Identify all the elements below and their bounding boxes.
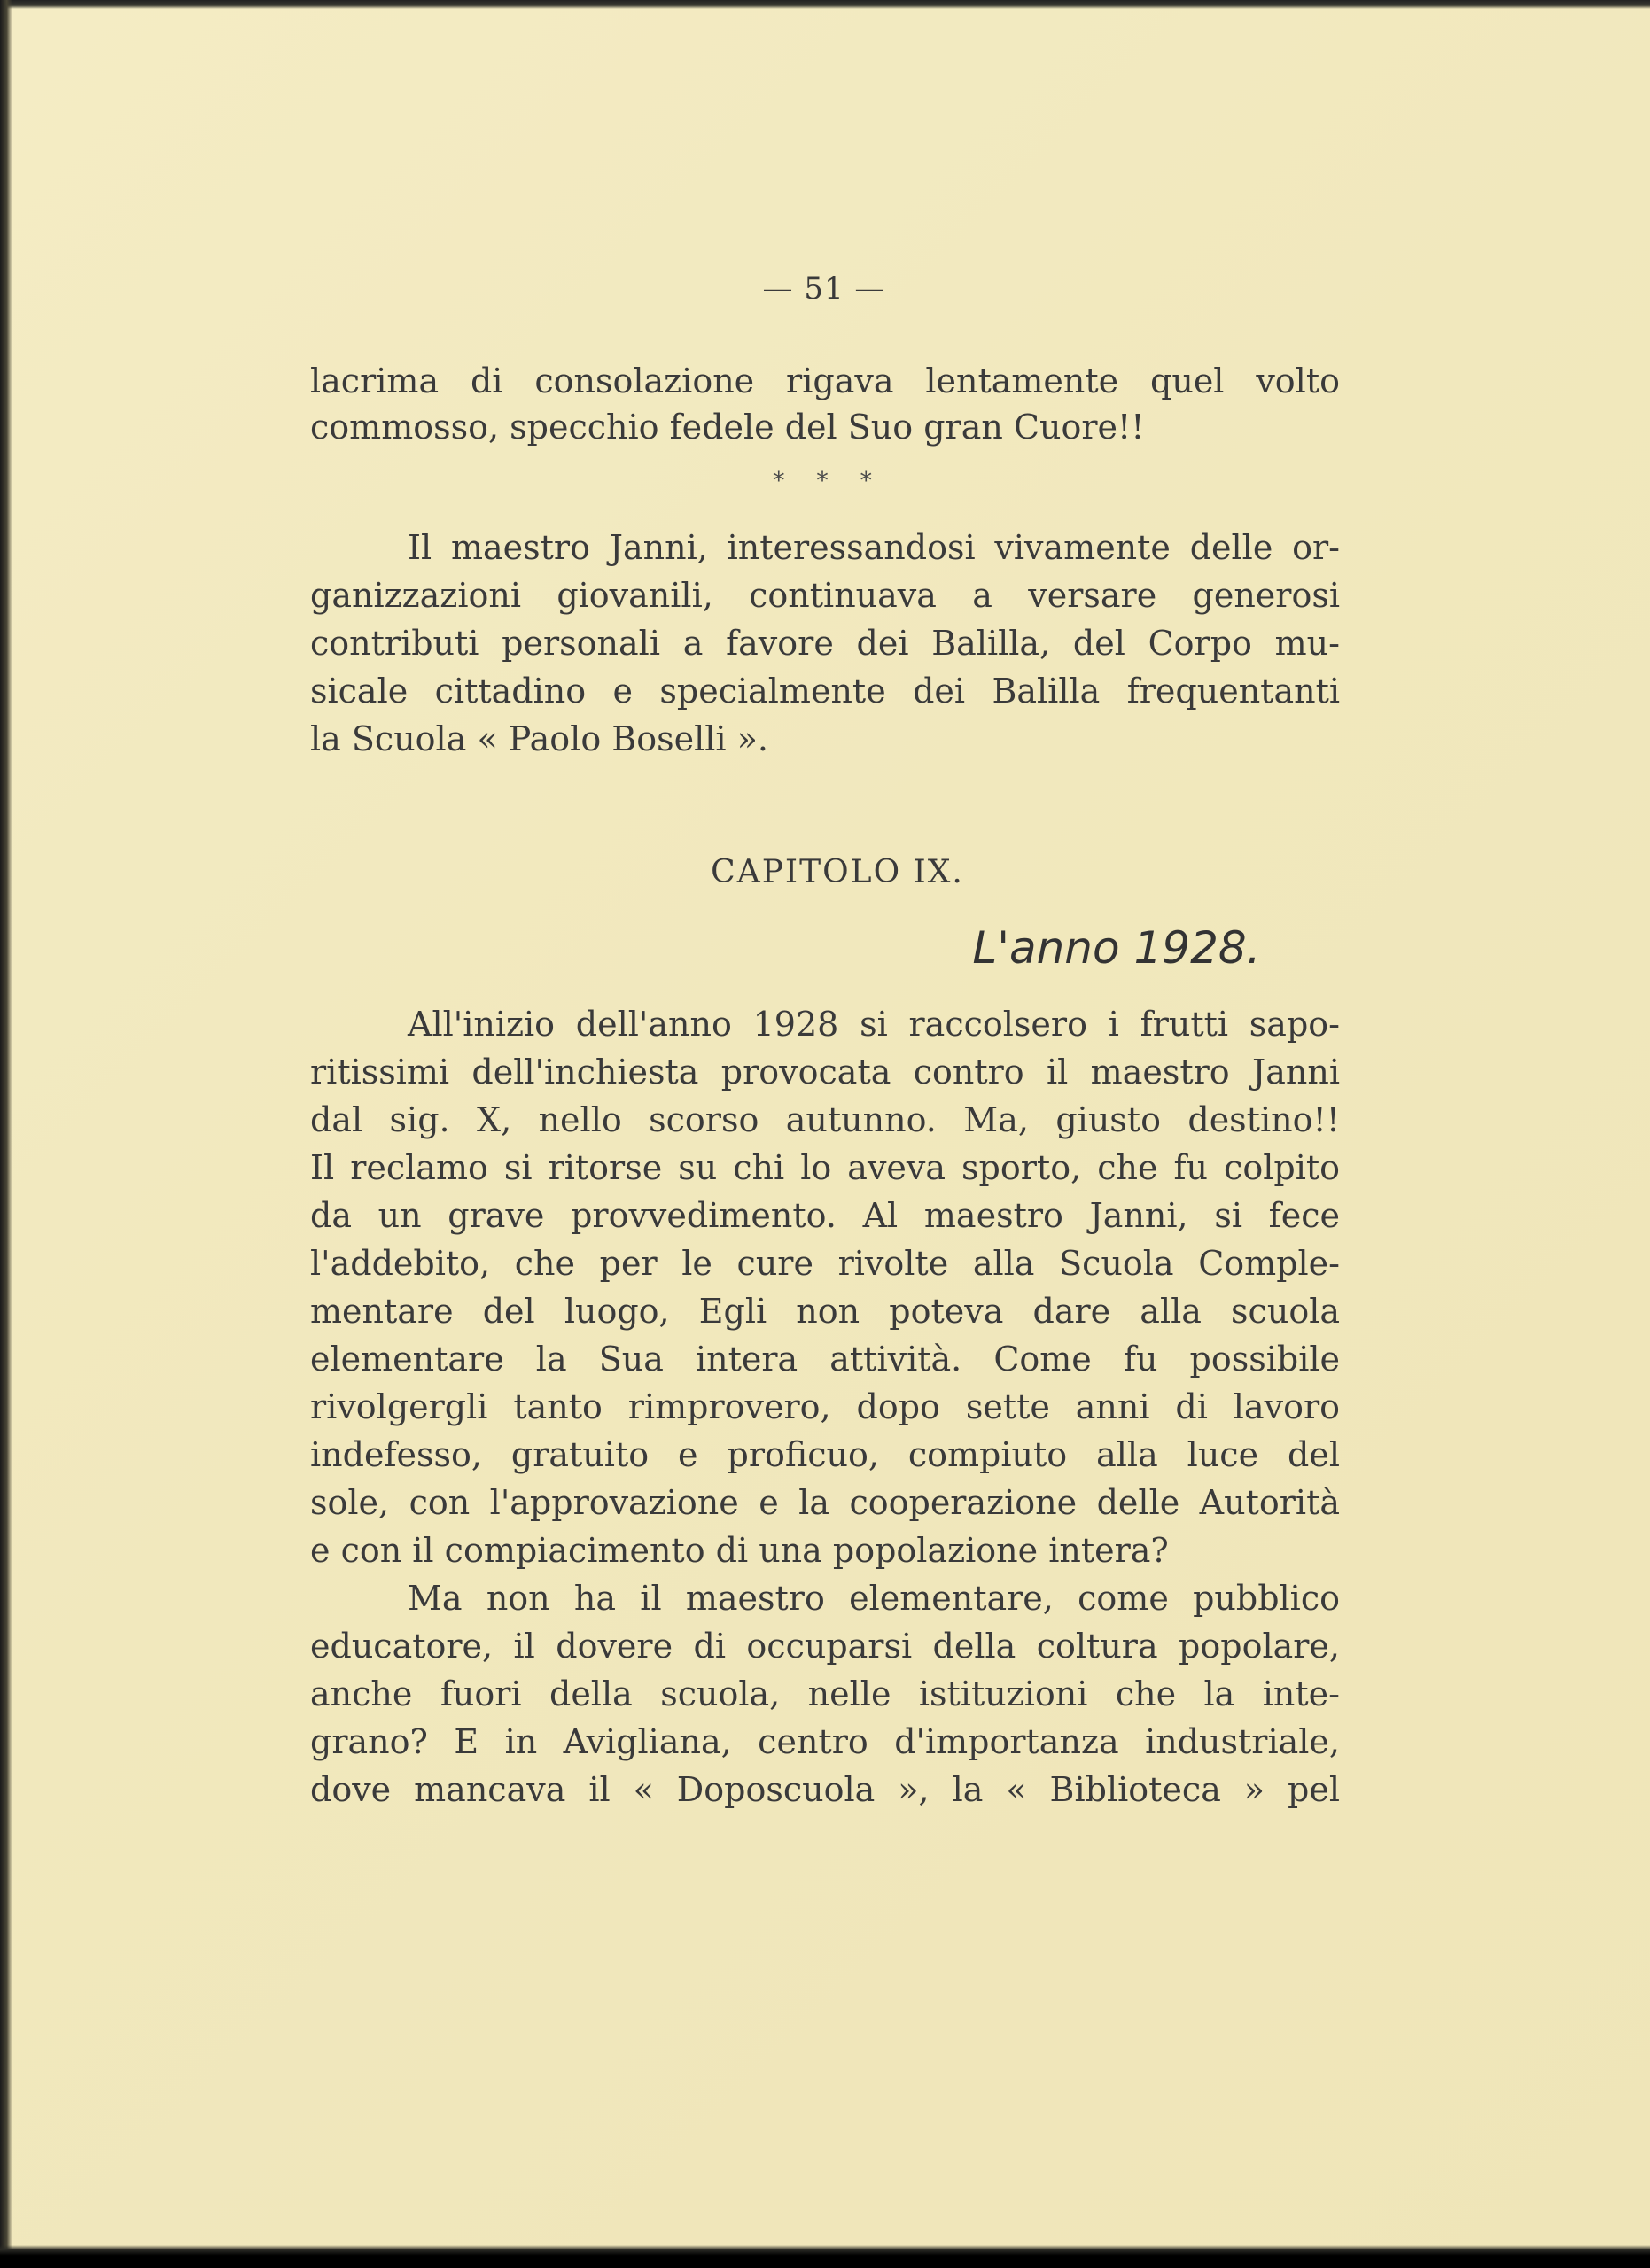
scan-left-edge	[0, 0, 12, 2268]
scan-bottom-edge	[0, 2245, 1650, 2268]
text-line: All'inizio dell'anno 1928 si raccolsero i frutti sapo-	[408, 1005, 1340, 1044]
chapter-label: CAPITOLO IX.	[711, 854, 964, 890]
text-line: grano? E in Avigliana, centro d'importanza industriale,	[310, 1722, 1340, 1761]
text-line: e con il compiacimento di una popolazione intera?	[310, 1531, 1169, 1570]
text-line: contributi personali a favore dei Balilla, del Corpo mu-	[310, 624, 1340, 663]
section-separator: * * *	[773, 468, 884, 494]
text-line: sicale cittadino e specialmente dei Balilla frequentanti	[310, 672, 1340, 711]
text-line: anche fuori della scuola, nelle istituzioni che la inte-	[310, 1674, 1340, 1713]
text-line: commosso, specchio fedele del Suo gran Cuore!!	[310, 408, 1145, 447]
text-line: dal sig. X, nello scorso autunno. Ma, giusto destino!!	[310, 1100, 1340, 1139]
text-line: Il maestro Janni, interessandosi vivamente delle or-	[408, 528, 1340, 567]
chapter-title: L'anno 1928.	[972, 922, 1261, 974]
text-line: educatore, il dovere di occuparsi della coltura popolare,	[310, 1627, 1340, 1666]
text-line: lacrima di consolazione rigava lentamente quel volto	[310, 361, 1340, 400]
text-line: ritissimi dell'inchiesta provocata contro il maestro Janni	[310, 1052, 1340, 1091]
text-line: da un grave provvedimento. Al maestro Janni, si fece	[310, 1196, 1340, 1235]
text-line: ganizzazioni giovanili, continuava a versare generosi	[310, 576, 1340, 615]
text-line: dove mancava il « Doposcuola », la « Biblioteca » pel	[310, 1770, 1340, 1809]
text-line: la Scuola « Paolo Boselli ».	[310, 719, 768, 758]
text-line: Il reclamo si ritorse su chi lo aveva sporto, che fu colpito	[310, 1148, 1340, 1187]
text-line: sole, con l'approvazione e la cooperazione delle Autorità	[310, 1483, 1340, 1522]
text-line: indefesso, gratuito e proficuo, compiuto alla luce del	[310, 1435, 1340, 1474]
text-line: rivolgergli tanto rimprovero, dopo sette anni di lavoro	[310, 1387, 1340, 1426]
scan-top-edge	[0, 0, 1650, 9]
page-number: — 51 —	[762, 271, 886, 307]
text-line: mentare del luogo, Egli non poteva dare alla scuola	[310, 1292, 1340, 1331]
text-line: elementare la Sua intera attività. Come fu possibile	[310, 1340, 1340, 1379]
text-line: l'addebito, che per le cure rivolte alla Scuola Comple-	[310, 1244, 1340, 1283]
text-line: Ma non ha il maestro elementare, come pubblico	[408, 1579, 1340, 1618]
